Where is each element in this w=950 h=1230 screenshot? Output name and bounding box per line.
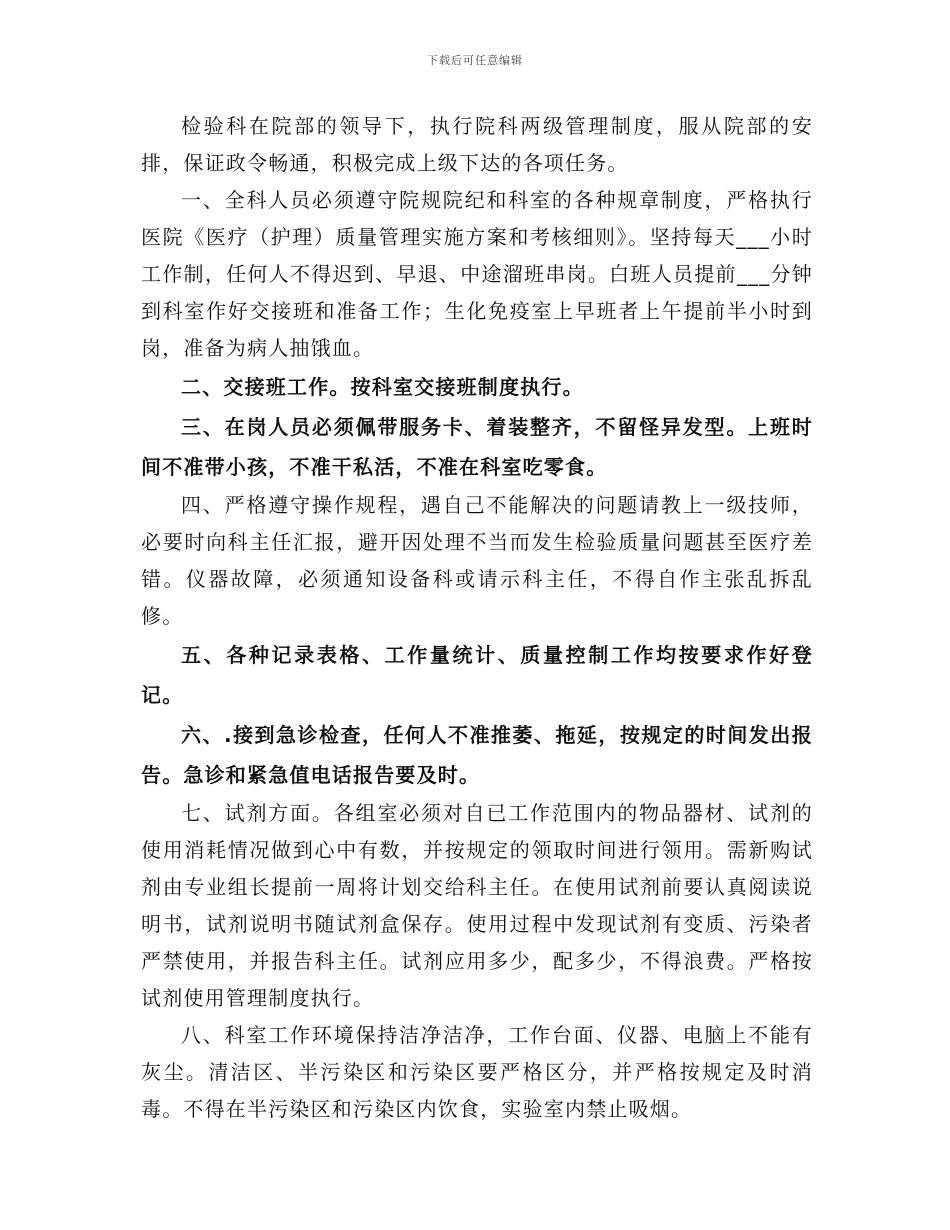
document-body <box>141 108 813 1128</box>
paragraph-3: 三、在岗人员必须佩带服务卡、着装整齐，不留怪异发型。上班时间不准带小孩，不准干私活，不准在科室吃零食。 <box>141 415 813 479</box>
paragraph-7: 七、试剂方面。各组室必须对自已工作范围内的物品器材、试剂的使用消耗情况做到心中有数，并按规定的领取时间进行领用。需新购试剂由专业组长提前一周将计划交给科主任。在使用试剂前要认真阅读说明书，试剂说明书随试剂盒保存。使用过程中发现试剂有变质、污染者严禁使用，并报告科主任。试剂应用多少，配多少，不得浪费。严格按试剂使用管理制度执行。 <box>141 801 813 1010</box>
paragraph-5: 五、各种记录表格、工作量统计、质量控制工作均按要求作好登记。 <box>141 643 813 707</box>
paragraph-1: 一、全科人员必须遵守院规院纪和科室的各种规章制度，严格执行医院《医疗（护理）质量管理实施方案和考核细则》。坚持每天___小时工作制，任何人不得迟到、早退、中途溜班串岗。白班人员提前___分钟到科室作好交接班和准备工作；生化免疫室上早班者上午提前半小时到岗，准备为病人抽饿血。 <box>141 188 813 360</box>
page-header: 下载后可任意编辑 <box>427 54 523 67</box>
paragraph-4: 四、严格遵守操作规程，遇自己不能解决的问题请教上一级技师，必要时向科主任汇报，避开因处理不当而发生检验质量问题甚至医疗差错。仪器故障，必须通知设备科或请示科主任，不得自作主张乱拆乱修。 <box>141 493 813 628</box>
paragraph-8: 八、科室工作环境保持洁净洁净，工作台面、仪器、电脑上不能有灰尘。清洁区、半污染区和污染区要严格区分，并严格按规定及时消毒。不得在半污染区和污染区内饮食，实验室内禁止吸烟。 <box>141 1023 813 1121</box>
paragraph-2: 二、交接班工作。按科室交接班制度执行。 <box>181 375 584 399</box>
paragraph-intro: 检验科在院部的领导下，执行院科两级管理制度，服从院部的安排，保证政令畅通，积极完成上级下达的各项任务。 <box>141 114 813 175</box>
paragraph-6: 六、.接到急诊检查，任何人不准推萎、拖延，按规定的时间发出报告。急诊和紧急值电话报告要及时。 <box>141 723 813 787</box>
